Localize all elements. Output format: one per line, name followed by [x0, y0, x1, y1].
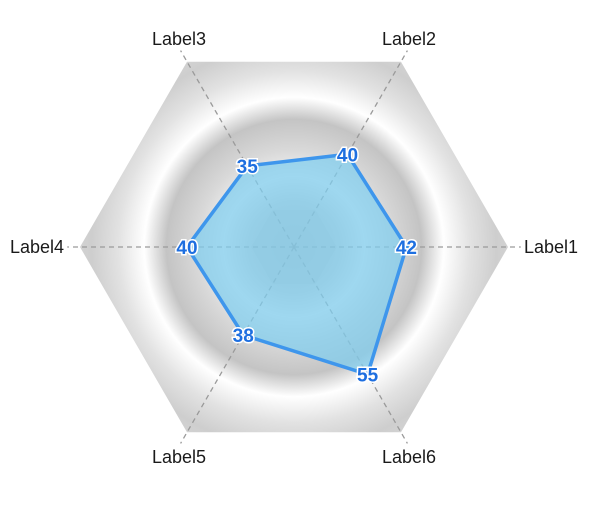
axis-label: Label1: [524, 237, 579, 257]
value-label: 38: [232, 326, 254, 347]
value-label: 40: [336, 145, 359, 167]
value-label: 35: [236, 156, 258, 178]
value-label: 55: [357, 365, 379, 387]
axis-label: Label2: [381, 28, 437, 49]
value-label: 40: [176, 238, 198, 259]
axis-label: Label6: [381, 447, 437, 468]
value-label: 42: [395, 238, 417, 259]
axis-label: Label5: [151, 447, 207, 468]
axis-label: Label3: [151, 28, 207, 49]
axis-label: Label4: [9, 237, 64, 257]
